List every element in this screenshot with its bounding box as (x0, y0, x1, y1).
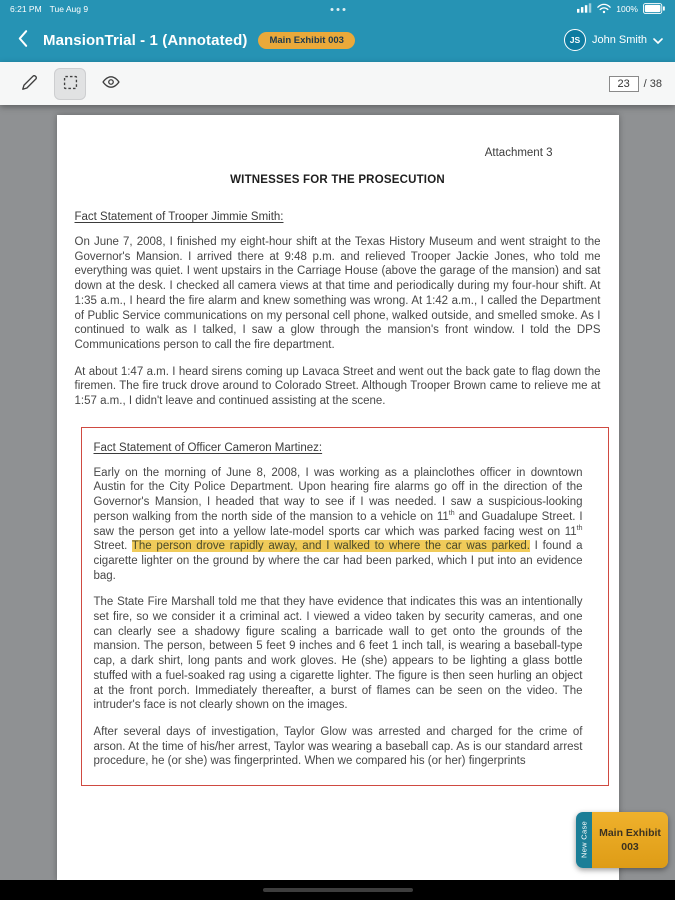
page-total-label: / 38 (643, 77, 662, 90)
multitasking-dots-icon (330, 8, 345, 11)
nav-bar (0, 18, 675, 62)
status-time: 6:21 PM (10, 4, 42, 14)
annotation-rectangle[interactable] (81, 427, 609, 786)
paragraph: After several days of investigation, Taylor Glow was arrested and charged for the crime of arson. At the time of his/her arrest, Taylor was wearing a baseball cap. As is our standard arrest procedure, he (or she) was fingerprinted. When we compared his (or her) fingerprints (93, 725, 583, 768)
status-left (10, 4, 88, 14)
text-segment: th (448, 510, 455, 518)
text-segment: and Guadalupe Street. I saw the person get into a yellow late-model sports car which was parked facing west on 11 (93, 510, 583, 538)
exhibit-badge[interactable]: Main Exhibit 003 (258, 32, 354, 49)
view-annotations-button[interactable] (95, 68, 127, 100)
home-indicator[interactable] (263, 888, 413, 892)
text-segment: Early on the morning of June 8, 2008, I was working as a plainclothes officer in downtown Austin for the City Police Department. Upon hearing fire alarms go off in the direction of the Governor's Mansion, I headed that way to see if I was needed. I saw a suspicious-looking person walking from the north side of the mansion to a vehicle on 11 (93, 466, 583, 523)
highlight-annotation[interactable]: The person drove rapidly away, and I walked to where the car was parked. (131, 540, 530, 553)
pen-tool-button[interactable] (13, 68, 45, 100)
home-bar (0, 880, 675, 900)
battery-percent: 100% (616, 4, 638, 14)
status-date: Tue Aug 9 (49, 4, 89, 14)
cellular-signal-icon (577, 3, 592, 15)
paragraph: At about 1:47 a.m. I heard sirens coming up Lavaca Street and went out the back gate to flag down the firemen. The fire truck drove around to Colorado Street. Although Trooper Brown came to relieve me at 1:57 a.m., I didn't leave and continued assisting at the scene. (74, 365, 601, 408)
current-page-input[interactable]: 23 (609, 76, 639, 92)
status-right (577, 3, 665, 16)
battery-icon (643, 3, 665, 16)
attachment-label: Attachment 3 (484, 147, 553, 159)
pen-tool-icon (20, 73, 39, 95)
fact-heading-martinez: Fact Statement of Officer Cameron Martinez: (93, 441, 323, 454)
paragraph (94, 466, 583, 584)
sticky-note[interactable] (576, 812, 668, 868)
sticky-note-line1: Main Exhibit (599, 827, 661, 839)
avatar: JS (564, 29, 586, 51)
document-scroll-area[interactable] (0, 105, 675, 880)
page-title: WITNESSES FOR THE PROSECUTION (230, 174, 445, 186)
chevron-left-icon (17, 29, 28, 51)
sticky-note-body (592, 812, 668, 868)
selection-tool-icon (61, 73, 80, 95)
text-segment: Street. (93, 540, 132, 553)
paragraph: On June 7, 2008, I finished my eight-hour shift at the Texas History Museum and went straight to the Governor's Mansion. I arrived there at 9:48 p.m. and relieved Trooper Jackie Jones, who told me everything was quiet. I went upstairs in the Carriage House (above the garage of the mansion) and sat down at the desk. I checked all camera views at that time and periodically during my four-hour shift. At 1:35 a.m., I heard the fire alarm and knew something was wrong. At 1:42 a.m., I called the Department of Public Service communications on my personal cell phone, walked outside, and smelled smoke. As I continued to walk as I talked, I saw a glow through the mansion's front window. I told the DPS Communications person to call the fire department. (74, 236, 601, 351)
user-menu[interactable] (564, 29, 663, 51)
wifi-icon (597, 3, 611, 16)
page-indicator (609, 76, 662, 92)
text-segment: I found a cigarette lighter on the ground by where the car had been parked, which I put into an evidence bag. (93, 540, 583, 582)
text-segment: th (576, 524, 583, 532)
chevron-down-icon (653, 31, 663, 49)
fact-heading-smith: Fact Statement of Trooper Jimmie Smith: (74, 211, 284, 223)
paragraph: The State Fire Marshall told me that they have evidence that indicates this was an intentionally set fire, so we consider it a criminal act. I viewed a video taken by security cameras, and one can clearly see a shadowy figure scaling a barricade wall to get onto the grounds of the mansion. The person, between 5 feet 9 inches and 6 feet 1 inch tall, is wearing a baseball-type cap, a dark shirt, long pants and work gloves. He (she) appears to be lighting a glass bottle stuffed with a fuel-soaked rag using a cigarette lighter. The figure is then seen hurling an object at the front porch. Immediately thereafter, a burst of flames can be seen on the video. The intruder's face is not clearly shown on the images. (93, 596, 583, 712)
document-title: MansionTrial - 1 (Annotated) (43, 31, 248, 49)
sticky-note-case-tab: New Case (576, 812, 592, 868)
back-button[interactable] (12, 26, 32, 54)
selection-tool-button[interactable] (54, 68, 86, 100)
sticky-note-line2: 003 (621, 841, 639, 853)
annotation-toolbar (0, 62, 675, 105)
status-bar (0, 0, 675, 18)
eye-icon (101, 72, 121, 95)
user-name: John Smith (591, 34, 647, 46)
document-page (57, 115, 619, 880)
